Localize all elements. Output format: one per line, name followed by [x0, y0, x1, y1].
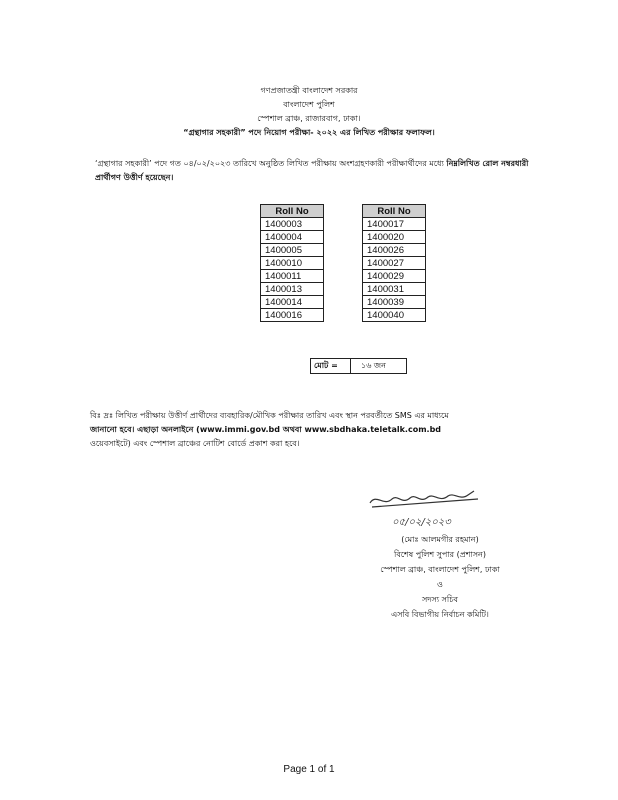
total-label: মোট = — [311, 359, 351, 373]
signatory-title: বিশেষ পুলিশ সুপার (প্রশাসন) — [394, 550, 486, 559]
note-paragraph — [90, 409, 530, 451]
intro-text: ‘গ্রন্থাগার সহকারী’ পদে গত ০৪/০২/২০২৩ তারিখে অনুষ্ঠিত লিখিত পরীক্ষায় অংশগ্রহণকারী পরীক্ষার্থীদের মধ্যে — [95, 159, 444, 168]
total-box — [310, 358, 407, 374]
signatory-role: সদস্য সচিব — [422, 595, 458, 604]
roll-cell: 1400003 — [261, 218, 324, 231]
signatory-name: (মোঃ আলমগীর রহমান) — [401, 535, 479, 544]
roll-header: Roll No — [261, 205, 324, 218]
page-number: Page 1 of 1 — [283, 764, 335, 775]
roll-cell: 1400020 — [363, 231, 426, 244]
intro-text-bold: নিম্নলিখিত রোল নম্বরধারী প্রার্থীগণ উত্তীর্ণ হয়েছেন। — [95, 159, 529, 182]
roll-table-left — [260, 204, 324, 322]
roll-cell: 1400014 — [261, 296, 324, 309]
total-value: ১৬ জন — [361, 360, 386, 370]
roll-cell: 1400013 — [261, 283, 324, 296]
roll-cell: 1400016 — [261, 309, 324, 322]
signatory-office: স্পেশাল ব্রাঞ্চ, বাংলাদেশ পুলিশ, ঢাকা — [380, 565, 500, 574]
roll-cell: 1400029 — [363, 270, 426, 283]
signatory-committee: এসবি বিভাগীয় নির্বাচন কমিটি। — [391, 610, 489, 619]
note-line-1: বিঃ দ্রঃ লিখিত পরীক্ষায় উত্তীর্ণ প্রার্থীদের ব্যবহারিক/মৌখিক পরীক্ষার তারিখ এবং স্থান পরবর্তীতে SMS এর মাধ্যমে — [90, 411, 449, 420]
signatory-block — [340, 532, 540, 622]
roll-cell: 1400010 — [261, 257, 324, 270]
note-line-2: জানানো হবে। এছাড়া অনলাইনে (www.immi.gov.bd অথবা www.sbdhaka.teletalk.com.bd — [90, 425, 442, 434]
intro-paragraph — [95, 157, 535, 185]
roll-cell: 1400040 — [363, 309, 426, 322]
signature-date: ০৫/০২/২০২৩ — [392, 517, 451, 528]
roll-cell: 1400017 — [363, 218, 426, 231]
roll-cell: 1400026 — [363, 244, 426, 257]
header-government: গণপ্রজাতন্ত্রী বাংলাদেশ সরকার — [260, 86, 358, 95]
roll-cell: 1400027 — [363, 257, 426, 270]
letterhead — [0, 84, 618, 140]
roll-cell: 1400011 — [261, 270, 324, 283]
roll-cell: 1400039 — [363, 296, 426, 309]
header-police: বাংলাদেশ পুলিশ — [283, 100, 335, 109]
signatory-and: ও — [437, 580, 443, 589]
roll-cell: 1400031 — [363, 283, 426, 296]
roll-table-right — [362, 204, 426, 322]
roll-cell: 1400005 — [261, 244, 324, 257]
roll-header: Roll No — [363, 205, 426, 218]
roll-cell: 1400004 — [261, 231, 324, 244]
header-office: স্পেশাল ব্রাঞ্চ, রাজারবাগ, ঢাকা। — [257, 114, 361, 123]
note-line-3: ওয়েবসাইটে) এবং স্পেশাল ব্রাঞ্চের নোটিশ বোর্ডে প্রকাশ করা হবে। — [90, 439, 300, 448]
header-title: “গ্রন্থাগার সহকারী” পদে নিয়োগ পরীক্ষা- ২০২২ এর লিখিত পরীক্ষার ফলাফল। — [183, 128, 435, 137]
handwritten-signature — [362, 485, 492, 535]
